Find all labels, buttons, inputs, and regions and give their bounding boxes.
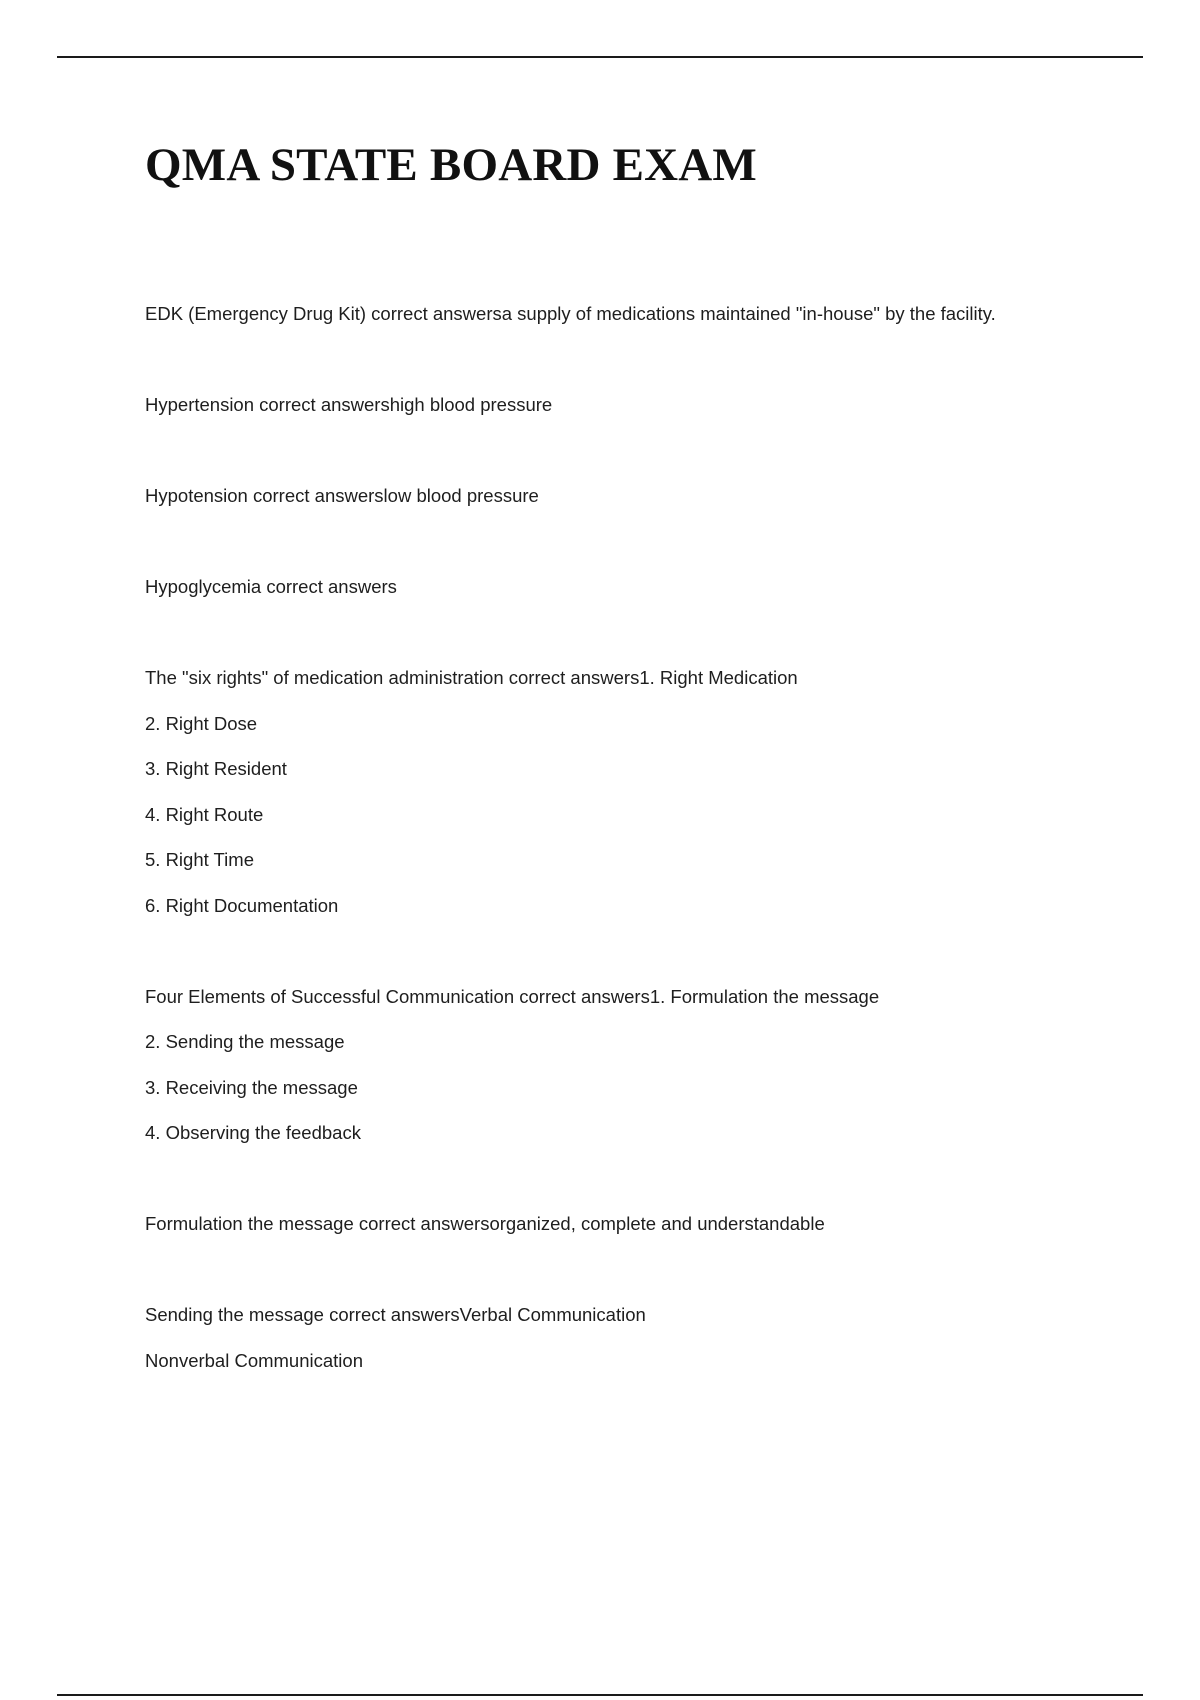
entry-line: Hypertension correct answershigh blood pressure — [145, 394, 553, 415]
list-item: 2. Right Dose — [145, 712, 258, 734]
document-body — [145, 291, 1145, 1429]
list-item: 4. Right Route — [145, 803, 264, 825]
list-item: Nonverbal Communication — [145, 1349, 363, 1371]
page-title: QMA STATE BOARD EXAM — [145, 139, 757, 191]
list-item: 2. Sending the message — [145, 1031, 345, 1052]
list-item: 6. Right Documentation — [145, 894, 339, 916]
entry-line: EDK (Emergency Drug Kit) correct answersa supply of medications maintained "in-house" by the facility. — [145, 303, 996, 324]
entry-formulation — [145, 1201, 1145, 1247]
entry-hypoglycemia — [145, 564, 1145, 610]
entry-line: Hypoglycemia correct answers — [145, 576, 397, 597]
list-item: 3. Receiving the message — [145, 1076, 358, 1098]
entry-edk — [145, 291, 1145, 337]
entry-hypotension — [145, 473, 1145, 519]
entry-line: Hypotension correct answerslow blood pressure — [145, 485, 539, 506]
entry-line: Four Elements of Successful Communication correct answers1. Formulation the message — [145, 985, 880, 1007]
list-item: 4. Observing the feedback — [145, 1122, 361, 1143]
top-divider — [57, 56, 1143, 58]
entry-sending-message — [145, 1292, 1145, 1383]
list-item: 5. Right Time — [145, 849, 254, 870]
entry-hypertension — [145, 382, 1145, 428]
entry-line: The "six rights" of medication administration correct answers1. Right Medication — [145, 667, 798, 688]
bottom-divider — [57, 1694, 1143, 1696]
entry-six-rights — [145, 655, 1145, 928]
list-item: 3. Right Resident — [145, 758, 287, 779]
entry-line: Sending the message correct answersVerbal Communication — [145, 1304, 646, 1325]
entry-communication-elements — [145, 974, 1145, 1156]
entry-line: Formulation the message correct answersorganized, complete and understandable — [145, 1213, 825, 1234]
